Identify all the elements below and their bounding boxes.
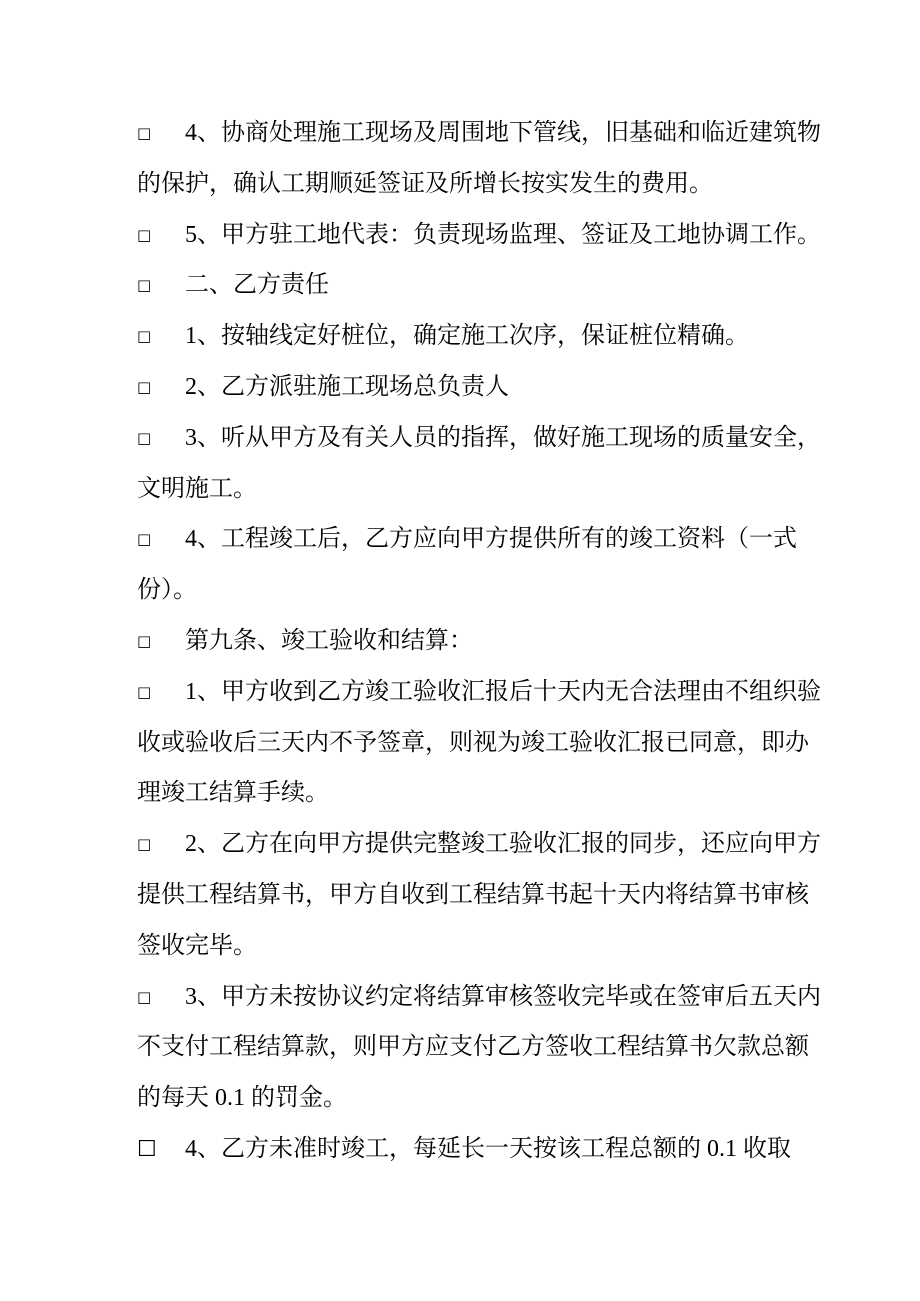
line-text: 3、听从甲方及有关人员的指挥，做好施工现场的质量安全， — [185, 424, 821, 451]
paragraph-line — [137, 667, 837, 718]
line-text: 5、甲方驻工地代表：负责现场监理、签证及工地协调工作。 — [185, 221, 821, 248]
checkbox-marker: □ — [137, 835, 152, 854]
paragraph-line — [137, 159, 837, 210]
line-text: 1、甲方收到乙方竣工验收汇报后十天内无合法理由不组织验 — [185, 678, 821, 705]
paragraph-line — [137, 362, 837, 413]
paragraph-line — [137, 565, 837, 616]
paragraph-line — [137, 870, 837, 921]
clause-paragraph — [137, 108, 837, 210]
section-heading — [137, 260, 837, 311]
line-text: 的每天 0.1 的罚金。 — [137, 1085, 347, 1112]
clause-paragraph — [137, 362, 837, 413]
clause-paragraph — [137, 819, 837, 971]
checkbox-marker: □ — [137, 225, 152, 244]
clause-paragraph — [137, 514, 837, 616]
line-text: 4、协商处理施工现场及周围地下管线，旧基础和临近建筑物 — [185, 120, 821, 146]
line-text: 2、乙方派驻施工现场总负责人 — [185, 373, 509, 400]
line-text: 4、工程竣工后，乙方应向甲方提供所有的竣工资料（一式 — [185, 526, 797, 553]
line-text: 3、甲方未按协议约定将结算审核签收完毕或在签审后五天内 — [185, 983, 821, 1010]
paragraph-line — [137, 108, 837, 159]
line-text: 二、乙方责任 — [185, 272, 329, 299]
clause-paragraph — [137, 1124, 837, 1175]
paragraph-line — [137, 1124, 837, 1175]
line-text: 第九条、竣工验收和结算： — [185, 627, 473, 654]
checkbox-marker: □ — [137, 327, 152, 346]
line-text: 签收完毕。 — [137, 932, 257, 959]
document-page — [137, 108, 837, 1175]
paragraph-line — [137, 768, 837, 819]
section-heading — [137, 616, 837, 667]
checkbox-marker: ☐ — [137, 1136, 157, 1162]
checkbox-marker: □ — [137, 631, 152, 650]
checkbox-marker: □ — [137, 987, 152, 1006]
checkbox-marker: □ — [137, 377, 152, 396]
paragraph-line — [137, 514, 837, 565]
clause-paragraph — [137, 972, 837, 1124]
clause-paragraph — [137, 667, 837, 819]
checkbox-marker: □ — [137, 276, 152, 295]
paragraph-line — [137, 819, 837, 870]
paragraph-line — [137, 413, 837, 464]
paragraph-line — [137, 260, 837, 311]
paragraph-line — [137, 616, 837, 667]
paragraph-line — [137, 718, 837, 769]
line-text: 1、按轴线定好桩位，确定施工次序，保证桩位精确。 — [185, 323, 749, 350]
line-text: 4、乙方未准时竣工，每延长一天按该工程总额的 0.1 收取 — [185, 1135, 791, 1162]
paragraph-line — [137, 1073, 837, 1124]
line-text: 2、乙方在向甲方提供完整竣工验收汇报的同步，还应向甲方 — [185, 831, 821, 858]
paragraph-line — [137, 972, 837, 1023]
line-text: 份）。 — [137, 577, 197, 604]
clause-paragraph — [137, 210, 837, 261]
paragraph-line — [137, 1022, 837, 1073]
line-text: 文明施工。 — [137, 475, 257, 502]
line-text: 不支付工程结算款，则甲方应支付乙方签收工程结算书欠款总额 — [137, 1034, 809, 1061]
clause-paragraph — [137, 413, 837, 515]
paragraph-line — [137, 921, 837, 972]
checkbox-marker: □ — [137, 428, 152, 447]
paragraph-line — [137, 311, 837, 362]
checkbox-marker: □ — [137, 124, 152, 142]
line-text: 理竣工结算手续。 — [137, 780, 329, 807]
line-text: 的保护，确认工期顺延签证及所增长按实发生的费用。 — [137, 170, 713, 197]
checkbox-marker: □ — [137, 530, 152, 549]
line-text: 提供工程结算书，甲方自收到工程结算书起十天内将结算书审核 — [137, 881, 809, 908]
paragraph-line — [137, 210, 837, 261]
checkbox-marker: □ — [137, 682, 152, 701]
paragraph-line — [137, 464, 837, 515]
line-text: 收或验收后三天内不予签章，则视为竣工验收汇报已同意，即办 — [137, 729, 809, 756]
clause-paragraph — [137, 311, 837, 362]
